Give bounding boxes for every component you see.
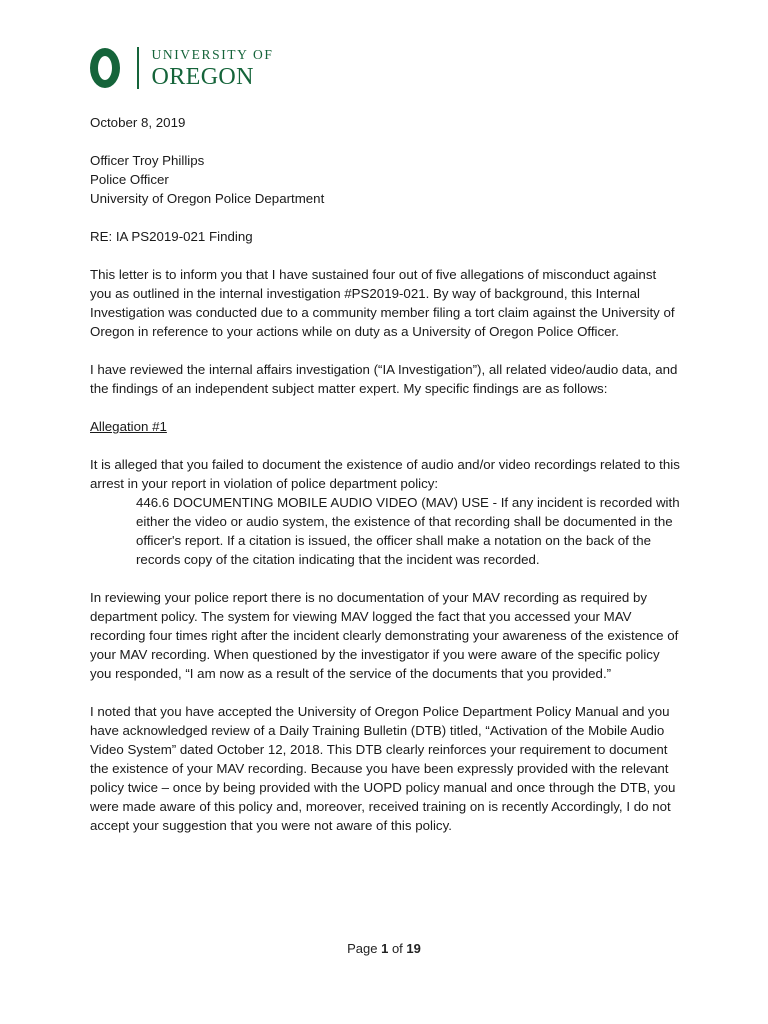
oregon-o-icon	[90, 48, 120, 88]
paragraph-review: I have reviewed the internal affairs investigation (“IA Investigation”), all related video/audio data, and the findings of an independent subject matter expert. My specific findings are as follows:	[90, 362, 678, 396]
university-logo	[90, 46, 273, 90]
letter-body	[90, 113, 680, 835]
recipient-title: Police Officer	[90, 172, 169, 187]
recipient-department: University of Oregon Police Department	[90, 191, 325, 206]
letter-date: October 8, 2019	[90, 115, 186, 130]
page-of: of	[391, 941, 403, 956]
logo-line-university: UNIVERSITY OF	[151, 47, 274, 63]
page-total: 19	[406, 941, 421, 956]
page-current: 1	[381, 941, 389, 956]
logo-wordmark	[152, 47, 274, 89]
allegation-heading: Allegation #1	[90, 419, 167, 434]
policy-quote: 446.6 DOCUMENTING MOBILE AUDIO VIDEO (MAV) USE - If any incident is recorded with either the video or audio system, the existence of that recording shall be documented in the officer's report. If a citation is issued, the officer shall make a notation on the back of the records copy of the citation indicating that the incident was recorded.	[136, 495, 680, 567]
logo-divider	[137, 47, 139, 89]
re-line: RE: IA PS2019-021 Finding	[90, 229, 253, 244]
page-word: Page	[347, 941, 378, 956]
paragraph-allegation: It is alleged that you failed to document the existence of audio and/or video recordings related to this arrest in your report in violation of police department policy:	[90, 457, 680, 491]
recipient-name: Officer Troy Phillips	[90, 153, 205, 168]
paragraph-intro: This letter is to inform you that I have sustained four out of five allegations of misconduct against you as outlined in the internal investigation #PS2019-021. By way of background, this Internal Investigation was conducted due to a community member filing a tort claim against the University of Oregon in reference to your actions while on duty as a University of Oregon Police Officer.	[90, 267, 675, 339]
paragraph-training: I noted that you have accepted the University of Oregon Police Department Policy Manual and you have acknowledged review of a Daily Training Bulletin (DTB) titled, “Activation of the Mobile Audio Video System” dated October 12, 2018. This DTB clearly reinforces your requirement to document the existence of your MAV recording. Because you have been expressly provided with the relevant policy twice – once by being provided with the UOPD policy manual and once through the DTB, you were made aware of this policy and, moreover, received training on is recently Accordingly, I do not accept your suggestion that you were not aware of this policy.	[90, 704, 676, 833]
paragraph-findings: In reviewing your police report there is no documentation of your MAV recording as required by department policy. The system for viewing MAV logged the fact that you accessed your MAV recording four times right after the incident clearly demonstrating your awareness of the existence of your MAV recording. When questioned by the investigator if you were aware of the specific policy you responded, “I am now as a result of the service of the documents that you provided.”	[90, 590, 679, 681]
page-number	[0, 941, 768, 956]
logo-line-oregon: OREGON	[151, 63, 254, 90]
